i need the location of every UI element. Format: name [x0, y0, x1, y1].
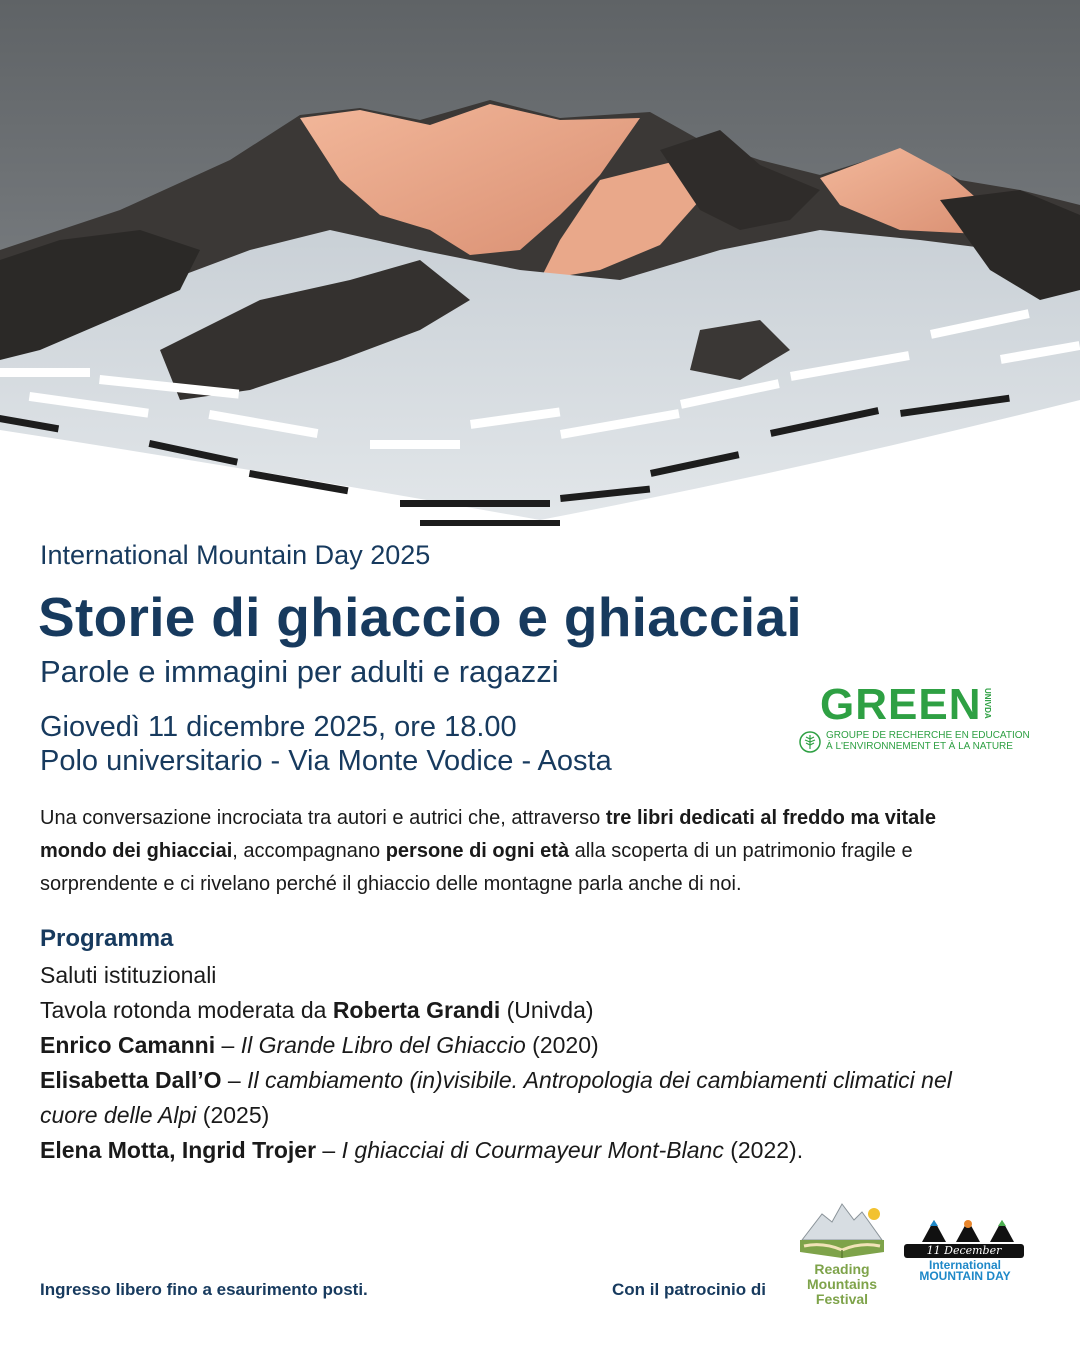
green-univda-logo	[796, 680, 1036, 760]
green-logo-subtitle	[826, 730, 1030, 752]
program-item-book	[40, 1063, 980, 1133]
book-title: Il Grande Libro del Ghiaccio	[240, 1032, 526, 1058]
book-author: Elisabetta Dall’O	[40, 1067, 222, 1093]
mountain-triangles-icon	[900, 1212, 1030, 1244]
green-logo-word: GREEN	[820, 680, 982, 729]
imd-line-1: International	[928, 1258, 1001, 1272]
page-subtitle: Parole e immagini per adulti e ragazzi	[40, 654, 559, 689]
intro-text-2: , accompagnano	[232, 840, 386, 862]
program-item-roundtable	[40, 993, 980, 1028]
event-date-time: Giovedì 11 dicembre 2025, ore 18.00	[40, 711, 517, 743]
book-author: Elena Motta, Ingrid Trojer	[40, 1137, 317, 1163]
tree-icon	[798, 730, 822, 754]
book-year: (2025)	[196, 1102, 270, 1128]
moderator-affiliation: (Univda)	[500, 997, 594, 1023]
book-author: Enrico Camanni	[40, 1032, 216, 1058]
roundtable-prefix: Tavola rotonda moderata da	[40, 997, 333, 1023]
book-year: (2022).	[723, 1137, 804, 1163]
book-separator: –	[221, 1067, 248, 1093]
intro-text-1: Una conversazione incrociata tra autori e autrici che, attraverso	[40, 807, 606, 829]
rmf-line-3: Festival	[815, 1291, 869, 1307]
moderator-name: Roberta Grandi	[332, 997, 501, 1023]
rmf-logo-text	[796, 1262, 888, 1307]
rmf-line-1: Reading	[814, 1261, 870, 1277]
book-title: I ghiacciai di Courmayeur Mont-Blanc	[341, 1137, 724, 1163]
intro-bold-1: tre libri dedicati al freddo ma vitale mondo dei ghiacciai	[40, 807, 936, 862]
free-entry-note: Ingresso libero fino a esaurimento posti.	[40, 1280, 368, 1299]
rmf-line-2: Mountains	[807, 1276, 877, 1292]
patronage-label: Con il patrocinio di	[612, 1280, 766, 1299]
program-list	[40, 958, 980, 1168]
intro-paragraph	[40, 802, 1000, 901]
imd-date-band: 11 December	[904, 1244, 1024, 1258]
event-line: International Mountain Day 2025	[40, 540, 431, 570]
event-location: Polo universitario - Via Monte Vodice - Aosta	[40, 745, 612, 777]
mountain-illustration	[0, 0, 1080, 540]
imd-line-2: MOUNTAIN DAY	[919, 1269, 1011, 1283]
intro-bold-2: persone di ogni età	[385, 840, 570, 862]
book-title: Il cambiamento (in)visibile. Antropologia dei cambiamenti climatici nel cuore delle Alpi	[40, 1067, 952, 1128]
book-year: (2020)	[525, 1032, 599, 1058]
page-title: Storie di ghiaccio e ghiacciai	[38, 586, 802, 648]
intro-text-3: alla scoperta di un patrimonio fragile e sorprendente e ci rivelano perché il ghiaccio delle montagne parla anche di noi.	[40, 840, 913, 895]
green-logo-line-1: GROUPE DE RECHERCHE EN EDUCATION	[826, 730, 1030, 741]
book-separator: –	[215, 1032, 241, 1058]
program-item-book	[40, 1028, 980, 1063]
book-mountain-icon	[796, 1196, 888, 1262]
green-logo-line-2: À L'ENVIRONNEMENT ET À LA NATURE	[826, 741, 1013, 752]
book-separator: –	[316, 1137, 342, 1163]
hero-mountain-image	[0, 0, 1080, 540]
program-item-greetings: Saluti istituzionali	[40, 962, 217, 988]
program-item-book	[40, 1133, 980, 1168]
reading-mountains-festival-logo	[796, 1196, 888, 1316]
imd-logo-text	[900, 1260, 1030, 1282]
international-mountain-day-logo	[900, 1212, 1030, 1292]
green-logo-side-text: UNIVDA	[983, 688, 992, 719]
program-heading: Programma	[40, 925, 174, 952]
